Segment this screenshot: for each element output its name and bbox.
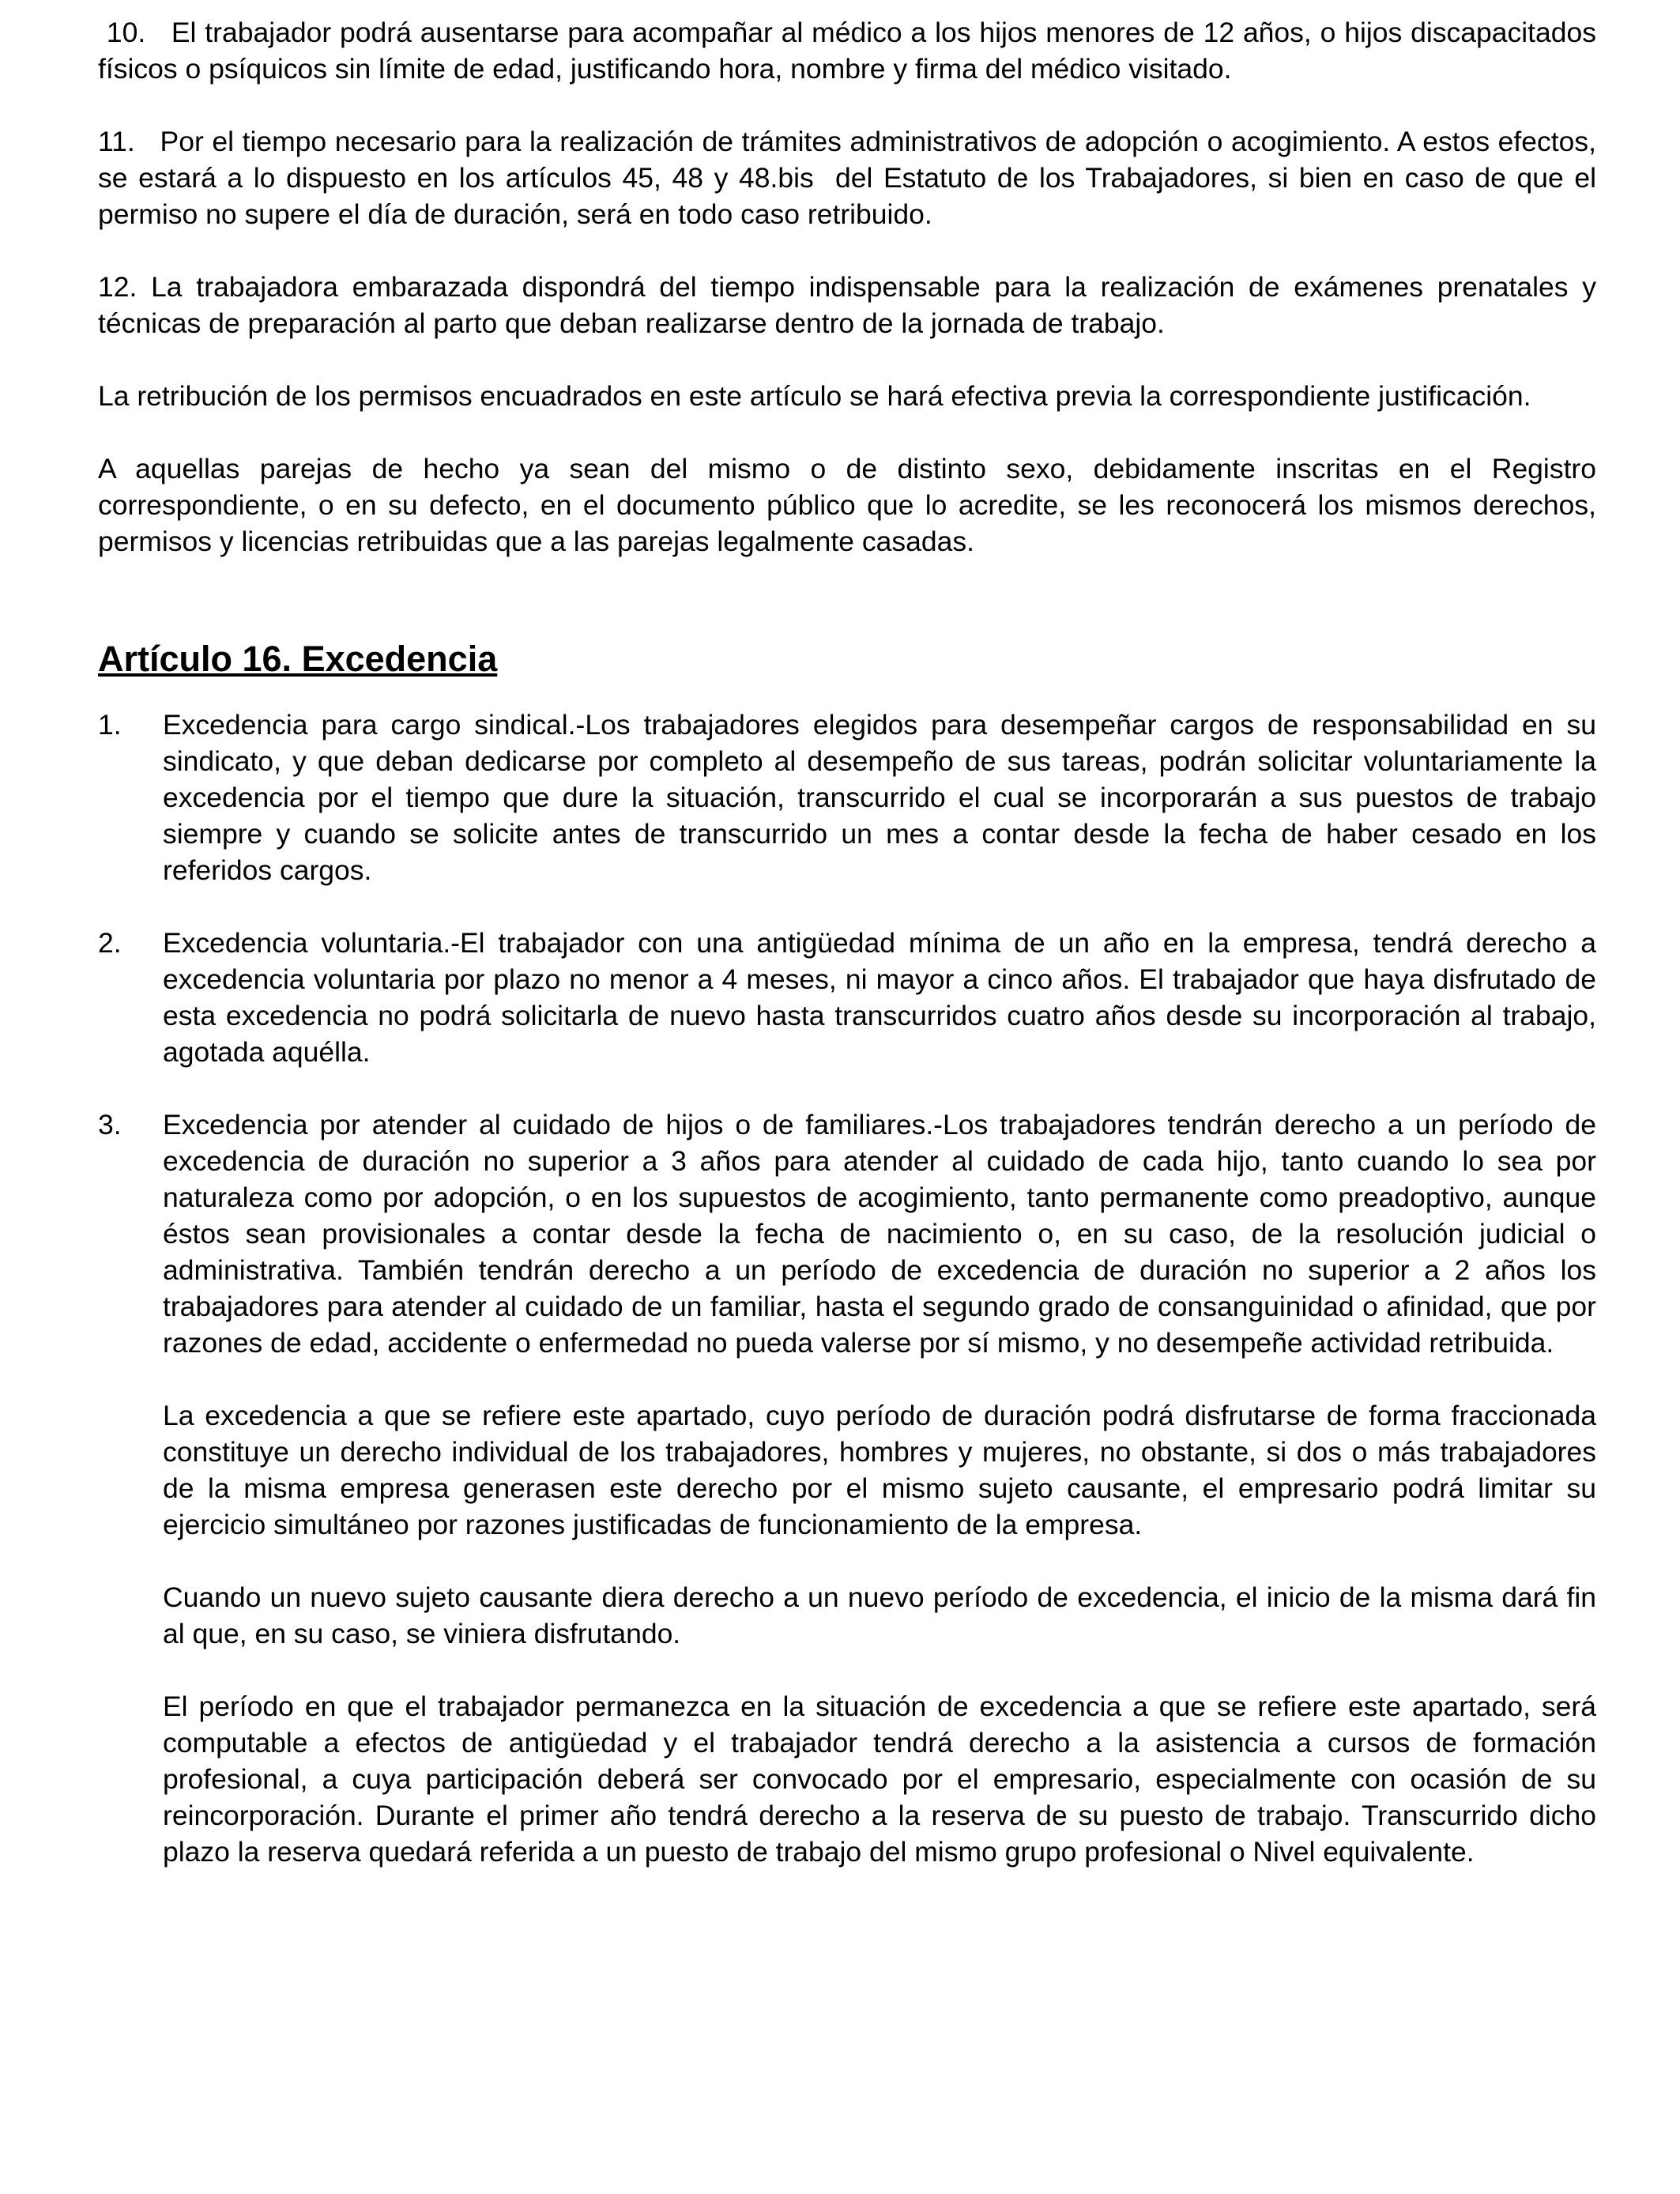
document-page	[98, 14, 1604, 1906]
paragraph-parejas-de-hecho: A aquellas parejas de hecho ya sean del mismo o de distinto sexo, debidamente inscritas en el Registro correspondiente, o en su defecto, en el documento público que lo acredite, se les reconocerá los mismos derechos, permisos y licencias retribuidas que a las parejas legalmente casadas.	[98, 453, 1596, 557]
paragraph-item-11: 11. Por el tiempo necesario para la realización de trámites administrativos de adopción o acogimiento. A estos efectos, se estará a lo dispuesto en los artículos 45, 48 y 48.bis del Estatuto de los Trabajadores, si bien en caso de que el permiso no supere el día de duración, será en todo caso retribuido.	[98, 126, 1604, 230]
list-item-paragraph: Cuando un nuevo sujeto causante diera derecho a un nuevo período de excedencia, el inicio de la misma dará fin al que, en su caso, se viniera disfrutando.	[163, 1581, 1596, 1649]
list-item	[98, 707, 1596, 888]
list-item-paragraph: Excedencia por atender al cuidado de hijos o de familiares.-Los trabajadores tendrán derecho a un período de excedencia de duración no superior a 3 años para atender al cuidado de cada hijo, tanto cuando lo sea por naturaleza como por adopción, o en los supuestos de acogimiento, tanto permanente como preadoptivo, aunque éstos sean provisionales a contar desde la fecha de nacimiento o, en su caso, de la resolución judicial o administrativa. También tendrán derecho a un período de excedencia de duración no superior a 2 años los trabajadores para atender al cuidado de un familiar, hasta el segundo grado de consanguinidad o afinidad, que por razones de edad, accidente o enfermedad no pueda valerse por sí mismo, y no desempeñe actividad retribuida.	[163, 1109, 1596, 1359]
list-item	[98, 1106, 1596, 1870]
list-item-number: 3.	[98, 1109, 122, 1140]
list-item-paragraph: Excedencia para cargo sindical.-Los trabajadores elegidos para desempeñar cargos de responsabilidad en su sindicato, y que deban dedicarse por completo al desempeño de sus tareas, podrán solicitar voluntariamente la excedencia por el tiempo que dure la situación, transcurrido el cual se incorporarán a sus puestos de trabajo siempre y cuando se solicite antes de transcurrido un mes a contar desde la fecha de haber cesado en los referidos cargos.	[163, 709, 1596, 886]
list-item-number: 2.	[98, 927, 122, 959]
list-item-body	[163, 925, 1596, 1070]
list-item-paragraph: Excedencia voluntaria.-El trabajador con una antigüedad mínima de un año en la empresa, tendrá derecho a excedencia voluntaria por plazo no menor a 4 meses, ni mayor a cinco años. El trabajador que haya disfrutado de esta excedencia no podrá solicitarla de nuevo hasta transcurridos cuatro años desde su incorporación al trabajo, agotada aquélla.	[163, 927, 1596, 1068]
article-heading: Artículo 16. Excedencia	[98, 639, 498, 679]
paragraph-retribucion: La retribución de los permisos encuadrados en este artículo se hará efectiva previa la correspondiente justificación.	[98, 380, 1531, 412]
list-item-body	[163, 1106, 1596, 1870]
list-item	[98, 925, 1596, 1070]
paragraph-item-10: 10. El trabajador podrá ausentarse para acompañar al médico a los hijos menores de 12 años, o hijos discapacitados físicos o psíquicos sin límite de edad, justificando hora, nombre y firma del médico visitado.	[98, 17, 1604, 85]
list-item-number: 1.	[98, 709, 122, 741]
paragraph-item-12: 12. La trabajadora embarazada dispondrá del tiempo indispensable para la realización de exámenes prenatales y técnicas de preparación al parto que deban realizarse dentro de la jornada de trabajo.	[98, 271, 1596, 339]
list-item-paragraph: La excedencia a que se refiere este apartado, cuyo período de duración podrá disfrutarse de forma fraccionada constituye un derecho individual de los trabajadores, hombres y mujeres, no obstante, si dos o más trabajadores de la misma empresa generasen este derecho por el mismo sujeto causante, el empresario podrá limitar su ejercicio simultáneo por razones justificadas de funcionamiento de la empresa.	[163, 1400, 1596, 1540]
list-item-paragraph: El período en que el trabajador permanezca en la situación de excedencia a que se refiere este apartado, será computable a efectos de antigüedad y el trabajador tendrá derecho a la asistencia a cursos de formación profesional, a cuya participación deberá ser convocado por el empresario, especialmente con ocasión de su reincorporación. Durante el primer año tendrá derecho a la reserva de su puesto de trabajo. Transcurrido dicho plazo la reserva quedará referida a un puesto de trabajo del mismo grupo profesional o Nivel equivalente.	[163, 1691, 1596, 1868]
list-item-body	[163, 707, 1596, 888]
